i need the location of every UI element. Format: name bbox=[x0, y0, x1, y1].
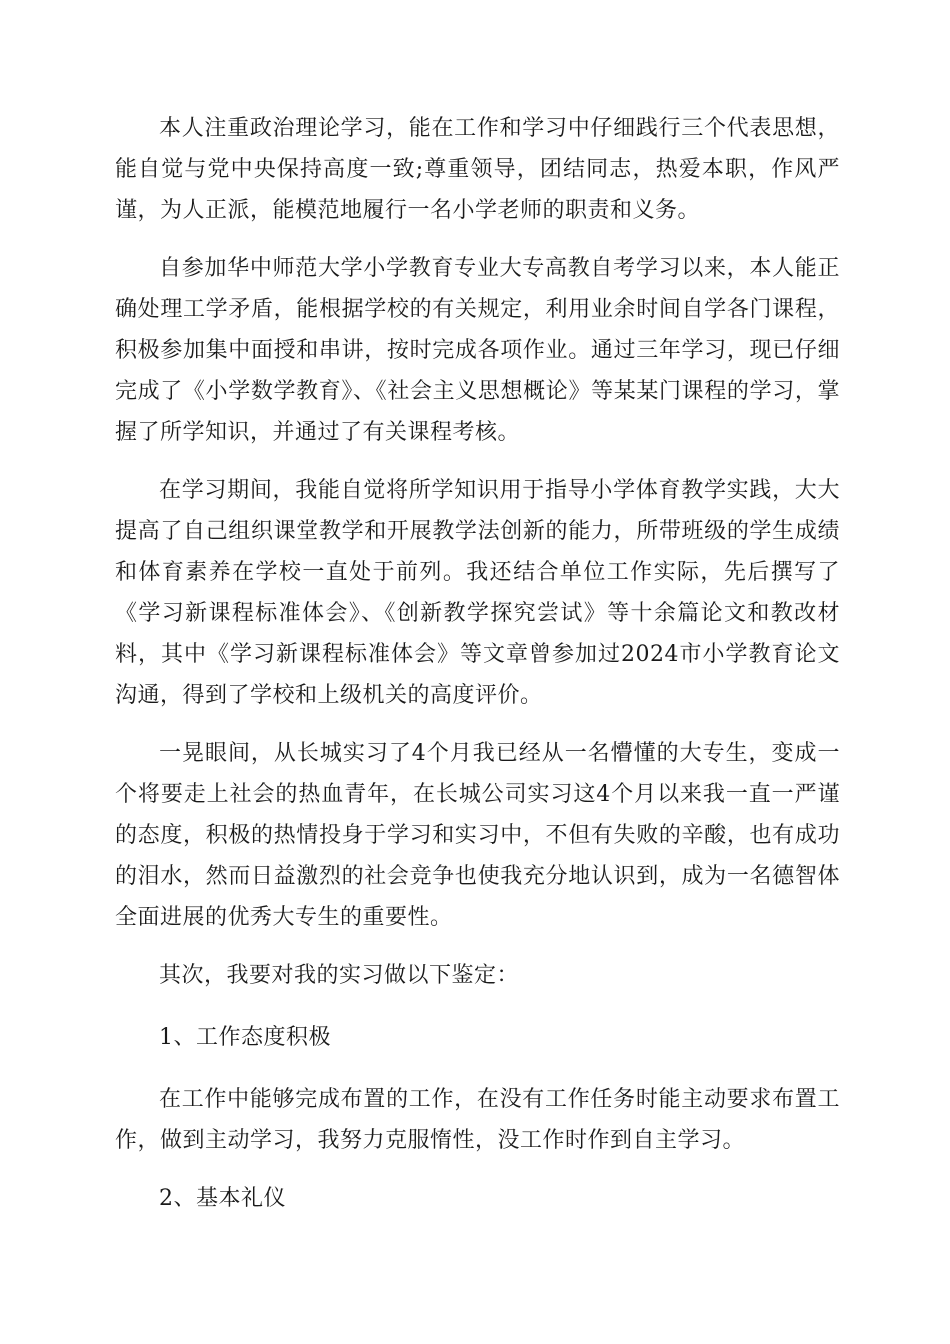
heading-basic-etiquette: 2、基本礼仪 bbox=[159, 1186, 286, 1211]
paragraph-self-study: 自参加华中师范大学小学教育专业大专高教自考学习以来，本人能正确处理工学矛盾，能根据学校的有关规定，利用业余时间自学各门课程，积极参加集中面授和串讲，按时完成各项作业。通过三年学习，现已仔细完成了《小学数学教育》、《社会主义思想概论》等某某门课程的学习，掌握了所学知识，并通过了有关课程考核。 bbox=[115, 256, 840, 445]
document-body bbox=[115, 108, 840, 1236]
paragraph-work-attitude: 在工作中能够完成布置的工作，在没有工作任务时能主动要求布置工作，做到主动学习，我努力克服惰性，没工作时作到自主学习。 bbox=[115, 1087, 840, 1153]
paragraph-teaching-practice: 在学习期间，我能自觉将所学知识用于指导小学体育教学实践，大大提高了自己组织课堂教学和开展教学法创新的能力，所带班级的学生成绩和体育素养在学校一直处于前列。我还结合单位工作实际，先后撰写了《学习新课程标准体会》、《创新教学探究尝试》等十余篇论文和教改材料，其中《学习新课程标准体会》等文章曾参加过2024市小学教育论文沟通，得到了学校和上级机关的高度评价。 bbox=[115, 478, 840, 708]
paragraph-political-study: 本人注重政治理论学习，能在工作和学习中仔细践行三个代表思想，能自觉与党中央保持高度一致;尊重领导，团结同志，热爱本职，作风严谨，为人正派，能模范地履行一名小学老师的职责和义务。 bbox=[115, 116, 840, 223]
heading-work-attitude: 1、工作态度积极 bbox=[159, 1025, 331, 1050]
paragraph-appraisal-intro: 其次，我要对我的实习做以下鉴定： bbox=[159, 963, 520, 988]
paragraph-internship: 一晃眼间，从长城实习了4个月我已经从一名懵懂的大专生，变成一个将要走上社会的热血青年，在长城公司实习这4个月以来我一直一严谨的态度，积极的热情投身于学习和实习中，不但有失败的辛酸，也有成功的泪水，然而日益激烈的社会竞争也使我充分地认识到，成为一名德智体全面进展的优秀大专生的重要性。 bbox=[115, 741, 840, 930]
